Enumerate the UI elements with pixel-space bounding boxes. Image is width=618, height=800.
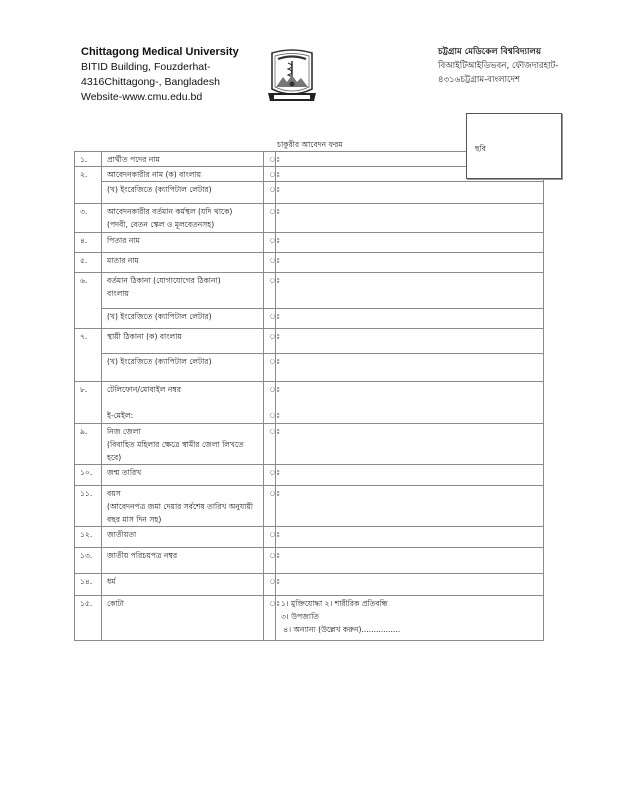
- website-en: Website-www.cmu.edu.bd: [81, 91, 203, 103]
- quota-option-1-2[interactable]: ১। মুক্তিযোদ্ধা ২। শারীরিক প্রতিবন্ধি: [281, 599, 388, 608]
- field-label-line2: (বিবাহিত মহিলার ক্ষেত্রে স্বামীর জেলা লিখতে হবে): [107, 440, 244, 462]
- field-label-line2: বাংলায়: [107, 289, 130, 298]
- row-number: ৯.: [75, 424, 102, 465]
- present-address-english-field[interactable]: [276, 309, 544, 329]
- table-row: [75, 548, 544, 574]
- colon: ঃ: [264, 253, 276, 273]
- address-line-2-bn: ৪৩১৬চট্টগ্রাম-বাংলাদেশ: [438, 75, 521, 85]
- age-field[interactable]: [276, 486, 544, 527]
- university-header-english: [81, 45, 239, 105]
- address-line-1-en: BITID Building, Fouzderhat-: [81, 61, 211, 73]
- row-number: ৭.: [75, 329, 102, 354]
- home-district-field[interactable]: [276, 424, 544, 465]
- row-number: ১০.: [75, 465, 102, 486]
- row-number: [75, 354, 102, 382]
- table-row: [75, 424, 544, 465]
- row-number: ১২.: [75, 527, 102, 548]
- field-label: [102, 204, 264, 233]
- field-label: [102, 424, 264, 465]
- field-label: [102, 486, 264, 527]
- colon: ঃ: [264, 182, 276, 204]
- colon: ঃ: [264, 329, 276, 354]
- table-row: [75, 574, 544, 596]
- row-number: ১.: [75, 152, 102, 167]
- field-label: কোটা: [102, 596, 264, 641]
- row-number: ৫.: [75, 253, 102, 273]
- table-row: [75, 527, 544, 548]
- photo-box: [466, 113, 562, 179]
- field-label: পিতার নাম: [102, 233, 264, 253]
- form-title: চাকুরীর আবেদন ফরম: [277, 140, 343, 149]
- email-label: ই-মেইল:: [107, 411, 134, 420]
- field-label-line1: বর্তমান ঠিকানা (যোগাযোগের ঠিকানা): [107, 276, 221, 285]
- field-label: জাতীয়তা: [102, 527, 264, 548]
- table-row: [75, 486, 544, 527]
- field-label: [102, 273, 264, 309]
- present-address-bangla-field[interactable]: [276, 273, 544, 309]
- table-row: [75, 233, 544, 253]
- table-row: [75, 273, 544, 309]
- table-row: [75, 182, 544, 204]
- table-row: [75, 382, 544, 424]
- name-english-field[interactable]: [276, 182, 544, 204]
- application-form-table: [74, 151, 544, 641]
- row-number: ২.: [75, 167, 102, 182]
- colon: ঃ: [264, 167, 276, 182]
- phone-label: টেলিফোন/মোবাইল নম্বর: [107, 385, 182, 394]
- row-number: ৮.: [75, 382, 102, 424]
- colon: ঃ: [264, 465, 276, 486]
- table-row: [75, 204, 544, 233]
- field-label: [102, 382, 264, 424]
- national-id-field[interactable]: [276, 548, 544, 574]
- field-label: আবেদনকারীর নাম (ক) বাংলায়: [102, 167, 264, 182]
- colon: ঃ ঃ: [264, 382, 276, 424]
- field-label: মাতার নাম: [102, 253, 264, 273]
- row-number: ৪.: [75, 233, 102, 253]
- table-row: [75, 309, 544, 329]
- colon: ঃ: [264, 233, 276, 253]
- religion-field[interactable]: [276, 574, 544, 596]
- quota-options[interactable]: [276, 596, 544, 641]
- row-number: ৬.: [75, 273, 102, 309]
- mother-name-field[interactable]: [276, 253, 544, 273]
- field-label: (খ) ইংরেজিতে (ক্যাপিটাল লেটার): [102, 309, 264, 329]
- father-name-field[interactable]: [276, 233, 544, 253]
- colon: ঃ: [264, 354, 276, 382]
- address-line-2-en: 4316Chittagong-, Bangladesh: [81, 76, 220, 88]
- field-label: জন্ম তারিখ: [102, 465, 264, 486]
- field-label-line1: আবেদনকারীর বর্তমান কর্মস্থল (যদি থাকে): [107, 207, 233, 216]
- field-label-line1: বয়স: [107, 489, 121, 498]
- row-number: ৩.: [75, 204, 102, 233]
- quota-option-4[interactable]: ৪। অন্যান্য (উল্লেখ করুন)................: [281, 625, 401, 634]
- colon: ঃ: [264, 424, 276, 465]
- date-of-birth-field[interactable]: [276, 465, 544, 486]
- table-row: [75, 354, 544, 382]
- field-label: প্রার্থীত পদের নাম: [102, 152, 264, 167]
- table-row: [75, 329, 544, 354]
- field-label-line2: (আবেদনপত্র জমা দেয়ার সর্বশেষ তারিখ অনুযায়ী বছর মাস দিন সহ): [107, 502, 254, 524]
- quota-option-3[interactable]: ৩। উপজাতি: [281, 612, 320, 621]
- university-header-bangla: [438, 45, 558, 87]
- permanent-address-bangla-field[interactable]: [276, 329, 544, 354]
- row-number: [75, 182, 102, 204]
- colon: ঃ: [264, 527, 276, 548]
- table-row: [75, 465, 544, 486]
- university-crest-icon: [266, 49, 318, 107]
- row-number: [75, 309, 102, 329]
- colon: ঃ: [264, 309, 276, 329]
- table-row: [75, 253, 544, 273]
- current-workplace-field[interactable]: [276, 204, 544, 233]
- field-label: জাতীয় পরিচয়পত্র নম্বর: [102, 548, 264, 574]
- colon: ঃ: [264, 596, 276, 641]
- row-number: ১১.: [75, 486, 102, 527]
- colon: ঃ: [264, 548, 276, 574]
- table-row: [75, 596, 544, 641]
- university-name-bn: চট্টগ্রাম মেডিকেল বিশ্ববিদ্যালয়: [438, 47, 542, 57]
- row-number: ১৩.: [75, 548, 102, 574]
- nationality-field[interactable]: [276, 527, 544, 548]
- colon: ঃ: [264, 486, 276, 527]
- colon: ঃ: [264, 152, 276, 167]
- row-number: ১৪.: [75, 574, 102, 596]
- colon: ঃ: [264, 204, 276, 233]
- photo-label: ছবি: [475, 144, 487, 153]
- phone-email-field[interactable]: [276, 382, 544, 424]
- university-name-en: Chittagong Medical University: [81, 46, 239, 58]
- permanent-address-english-field[interactable]: [276, 354, 544, 382]
- field-label-line1: নিজ জেলা: [107, 427, 141, 436]
- field-label: (খ) ইংরেজিতে (ক্যাপিটাল লেটার): [102, 182, 264, 204]
- field-label: স্থায়ী ঠিকানা (ক) বাংলায়: [102, 329, 264, 354]
- field-label: (খ) ইংরেজিতে (ক্যাপিটাল লেটার): [102, 354, 264, 382]
- colon: ঃ: [264, 273, 276, 309]
- address-line-1-bn: বিআইটিআইডিভবন, ফৌজদারহাট-: [438, 61, 559, 71]
- row-number: ১৫.: [75, 596, 102, 641]
- colon: ঃ: [264, 574, 276, 596]
- field-label-line2: (পদবী, বেতন স্কেল ও মূলবেতনসহ): [107, 220, 215, 229]
- field-label: ধর্ম: [102, 574, 264, 596]
